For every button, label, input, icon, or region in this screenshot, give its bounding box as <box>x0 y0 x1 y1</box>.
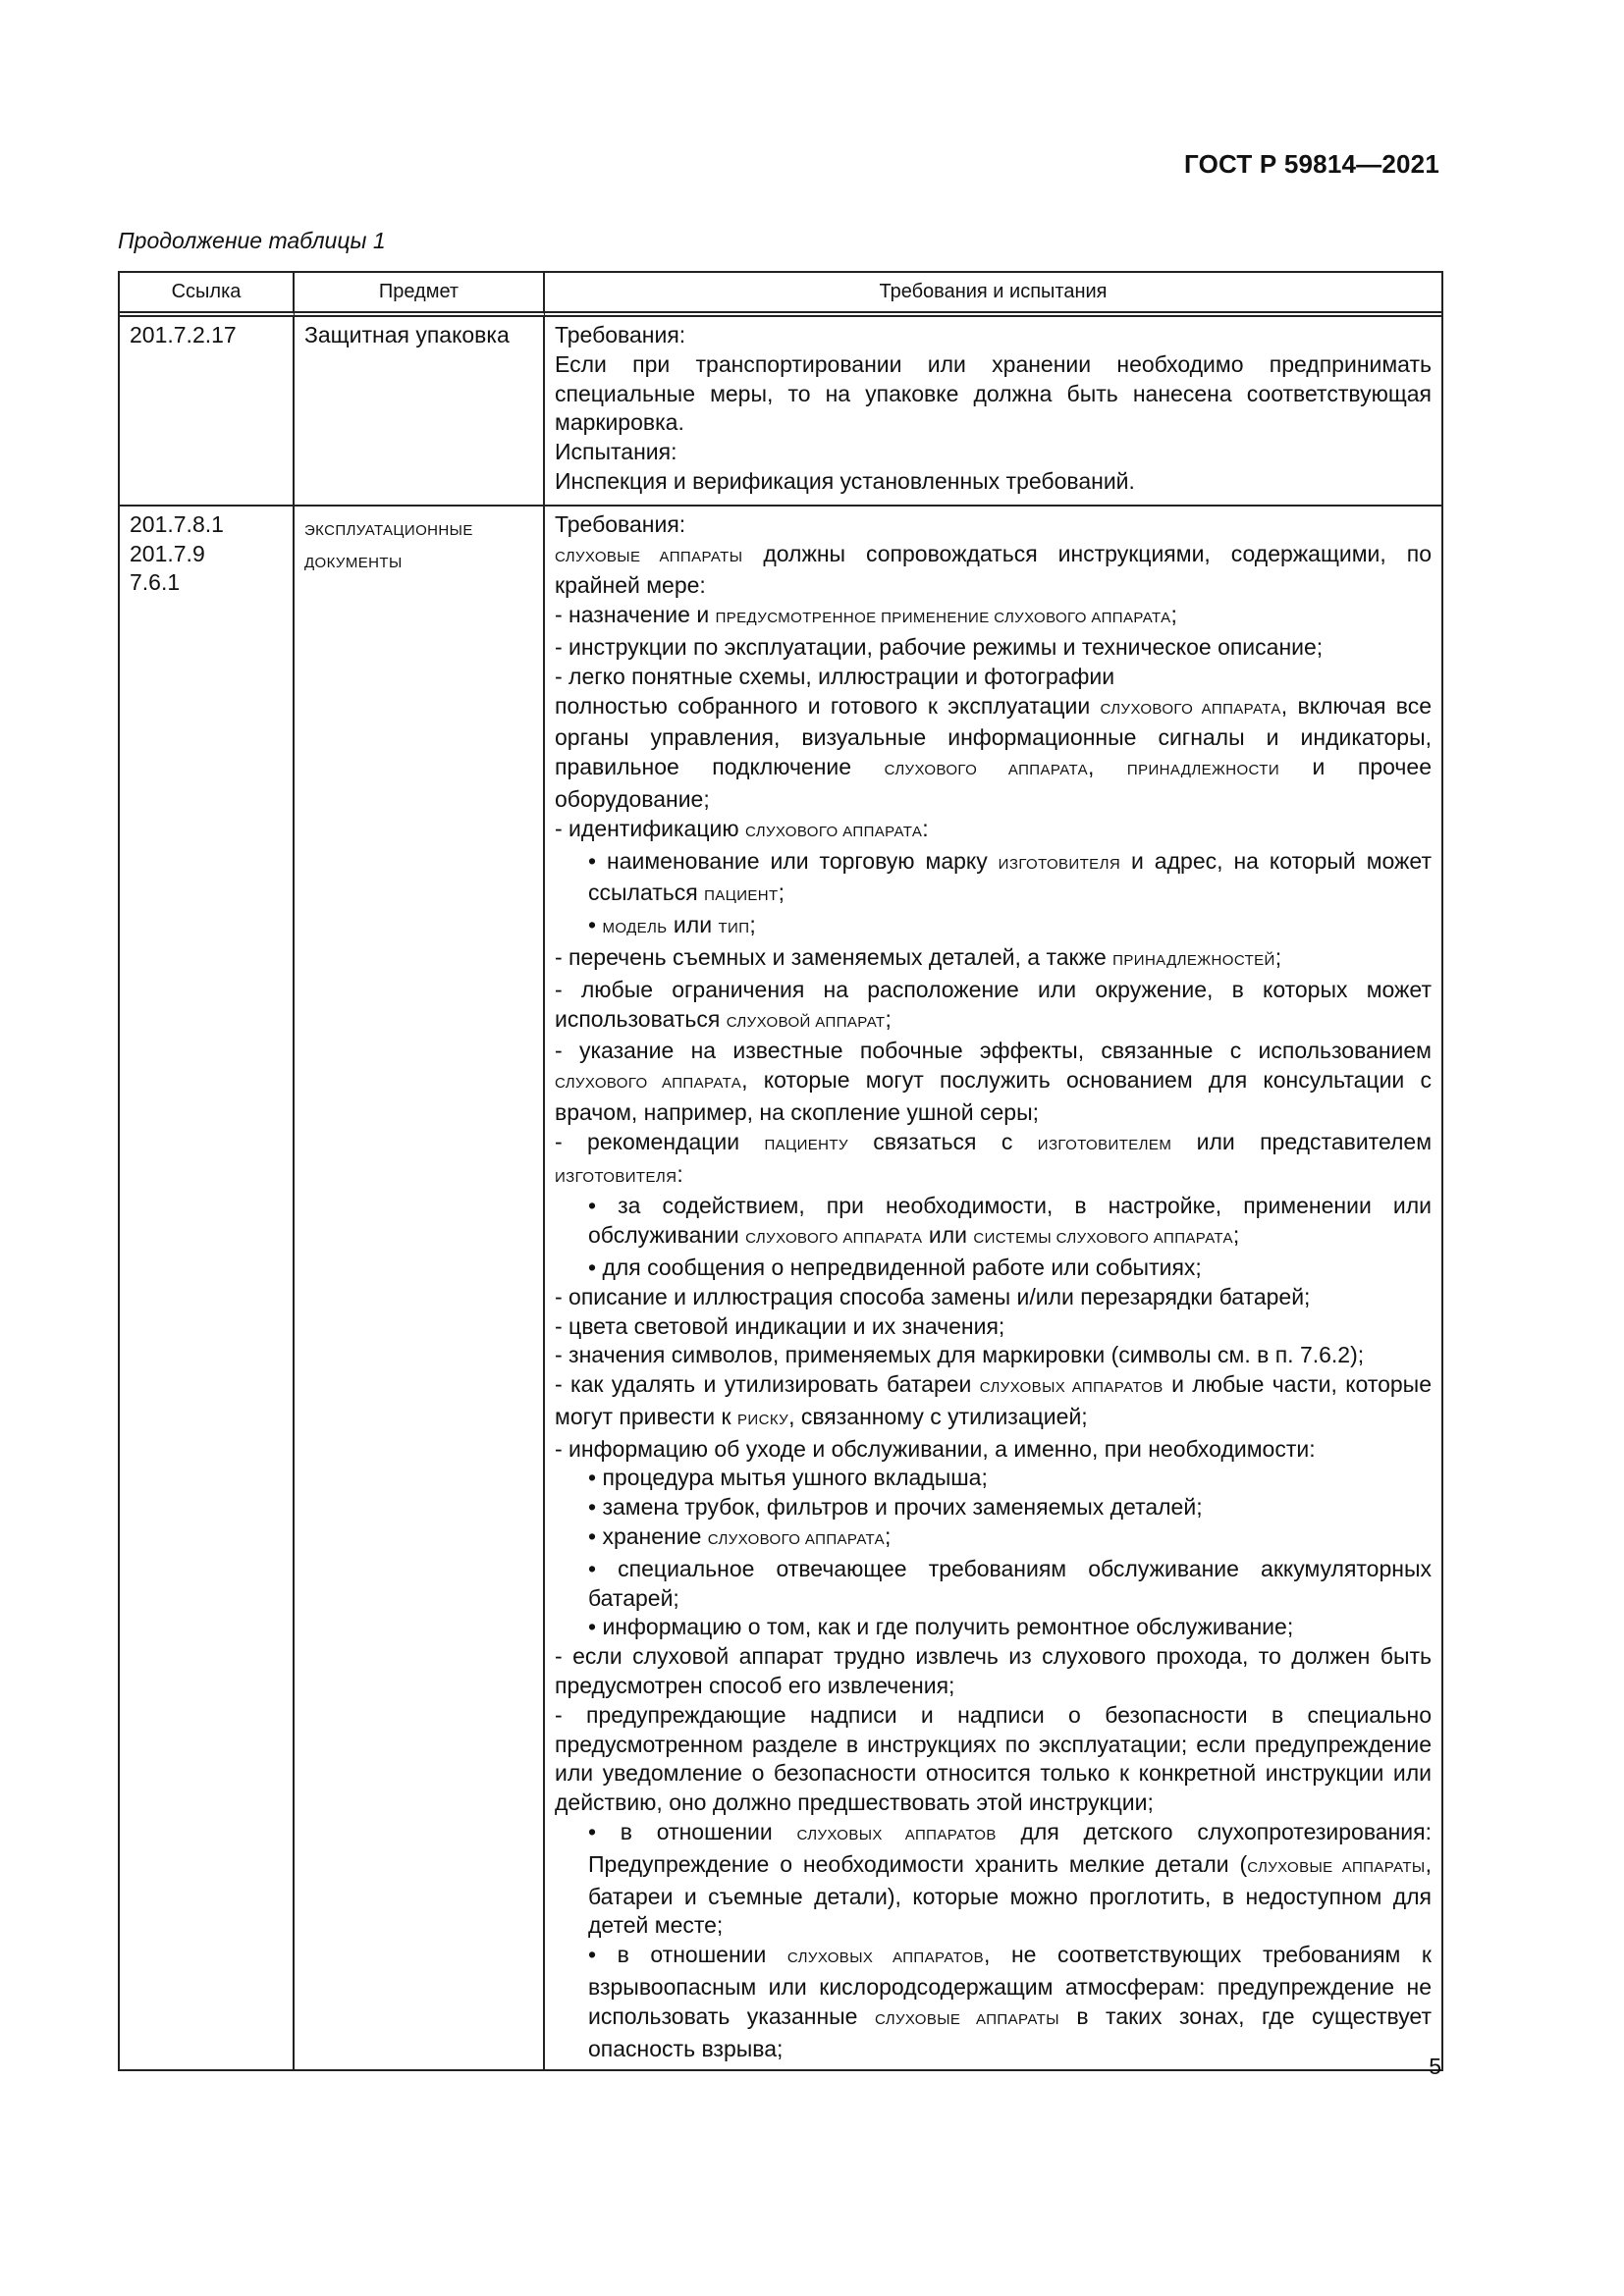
list-item: - назначение и ПРЕДУСМОТРЕННОЕ ПРИМЕНЕНИЕ СЛУХОВОГО АППАРАТА; <box>555 602 1177 628</box>
subject-text: Защитная упаковка <box>304 322 510 347</box>
table-row <box>120 317 1441 507</box>
list-item: - значения символов, применяемых для маркировки (символы см. в п. 7.6.2); <box>555 1342 1365 1368</box>
list-item: - рекомендации ПАЦИЕНТУ связаться с ИЗГОТОВИТЕЛЕМ или представителем ИЗГОТОВИТЕЛЯ: <box>555 1128 1433 1187</box>
sub-list-item: • процедура мытья ушного вкладыша; <box>588 1465 988 1491</box>
reference-number: 201.7.9 <box>130 540 205 566</box>
reference-cell <box>120 507 295 2070</box>
list-item: - идентификацию СЛУХОВОГО АППАРАТА: <box>555 815 929 841</box>
sub-list-item: • специальное отвечающее требованиям обслуживание аккумуляторных батарей; <box>588 1555 1432 1611</box>
reference-number: 201.7.8.1 <box>130 510 224 537</box>
requirements-cell <box>545 317 1441 507</box>
subject-text: ЭКСПЛУАТАЦИОННЫЕ ДОКУМЕНТЫ <box>304 521 473 571</box>
sub-list-item: • замена трубок, фильтров и прочих заменяемых деталей; <box>588 1494 1203 1521</box>
list-item: - легко понятные схемы, иллюстрации и фотографии <box>555 663 1115 689</box>
requirements-heading: Требования: <box>555 510 686 537</box>
list-item: - указание на известные побочные эффекты, связанные с использованием СЛУХОВОГО АППАРАТА, которые могут послужить основанием для консультации с врачом, например, на скопление ушной серы; <box>555 1038 1432 1125</box>
test-text: Инспекция и верификация установленных требований. <box>555 467 1135 494</box>
reference-number: 201.7.2.17 <box>130 322 237 347</box>
requirement-text: Если при транспортировании или хранении необходимо предпринимать специальные меры, то на упаковке должна быть нанесена соответствующая маркировка. <box>555 350 1432 436</box>
reference-cell <box>120 317 295 507</box>
reference-number: 7.6.1 <box>130 569 181 596</box>
sub-list-item: • наименование или торговую марку ИЗГОТОВИТЕЛЯ и адрес, на который может ссылаться ПАЦИЕНТ; <box>588 847 1432 906</box>
sub-list-item: • информацию о том, как и где получить ремонтное обслуживание; <box>588 1614 1294 1640</box>
subject-cell <box>295 507 545 2070</box>
list-item: - описание и иллюстрация способа замены и/или перезарядки батарей; <box>555 1283 1311 1309</box>
list-item: - информацию об уходе и обслуживании, а именно, при необходимости: <box>555 1435 1316 1462</box>
column-header-subject: Предмет <box>295 273 545 317</box>
tests-heading: Испытания: <box>555 439 677 465</box>
sub-list-item: • хранение СЛУХОВОГО АППАРАТА; <box>588 1523 892 1550</box>
sub-list-item: • МОДЕЛЬ или ТИП; <box>588 912 756 938</box>
list-item: - перечень съемных и заменяемых деталей, а также ПРИНАДЛЕЖНОСТЕЙ; <box>555 943 1282 970</box>
list-item: полностью собранного и готового к эксплуатации СЛУХОВОГО АППАРАТА, включая все органы управления, визуальные информационные сигналы и индикаторы, правильное подключение СЛУХОВОГО АППАРАТА, ПРИНАДЛЕЖНОСТИ и прочее оборудование; <box>555 692 1432 812</box>
column-header-reference: Ссылка <box>120 273 295 317</box>
sub-list-item: • для сообщения о непредвиденной работе или событиях; <box>588 1254 1202 1280</box>
document-id: ГОСТ Р 59814—2021 <box>1184 149 1439 179</box>
subject-cell <box>295 317 545 507</box>
sub-list-item: • за содействием, при необходимости, в настройке, применении или обслуживании СЛУХОВОГО АППАРАТА или СИСТЕМЫ СЛУХОВОГО АППАРАТА; <box>588 1193 1432 1249</box>
page-number: 5 <box>1429 2054 1441 2079</box>
table-caption: Продолжение таблицы 1 <box>118 228 386 253</box>
column-header-requirements: Требования и испытания <box>545 273 1441 317</box>
requirement-intro: СЛУХОВЫЕ АППАРАТЫ должны сопровождаться инструкциями, содержащими, по крайней мере: <box>555 540 1432 599</box>
list-item: - как удалять и утилизировать батареи СЛУХОВЫХ АППАРАТОВ и любые части, которые могут привести к РИСКУ, связанному с утилизацией; <box>555 1371 1433 1429</box>
list-item: - любые ограничения на расположение или окружение, в которых может использоваться СЛУХОВОЙ АППАРАТ; <box>555 976 1432 1032</box>
table-header-row <box>120 273 1441 317</box>
sub-list-item: • в отношении СЛУХОВЫХ АППАРАТОВ, не соответствующих требованиям к взрывоопасным или кислородсодержащим атмосферам: предупреждение не использовать указанные СЛУХОВЫЕ АППАРАТЫ в таких зонах, где существует опасность взрыва; <box>588 1942 1432 2061</box>
sub-list-item: • в отношении СЛУХОВЫХ АППАРАТОВ для детского слухопротезирования: Предупреждение о необходимости хранить мелкие детали (СЛУХОВЫЕ АППАРАТЫ, батареи и съемные детали), которые можно проглотить, в недоступном для детей месте; <box>588 1819 1432 1939</box>
requirements-heading: Требования: <box>555 322 686 347</box>
requirements-table <box>118 271 1443 2071</box>
table-row <box>120 507 1441 2070</box>
list-item: - инструкции по эксплуатации, рабочие режимы и техническое описание; <box>555 633 1324 660</box>
requirements-cell <box>545 507 1441 2070</box>
list-item: - если слуховой аппарат трудно извлечь из слухового прохода, то должен быть предусмотрен способ его извлечения; <box>555 1643 1432 1699</box>
list-item: - предупреждающие надписи и надписи о безопасности в специально предусмотренном разделе в инструкциях по эксплуатации; если предупреждение или уведомление о безопасности относится только к конкретной инструкции или действию, оно должно предшествовать этой инструкции; <box>555 1701 1432 1816</box>
list-item: - цвета световой индикации и их значения; <box>555 1312 1005 1339</box>
